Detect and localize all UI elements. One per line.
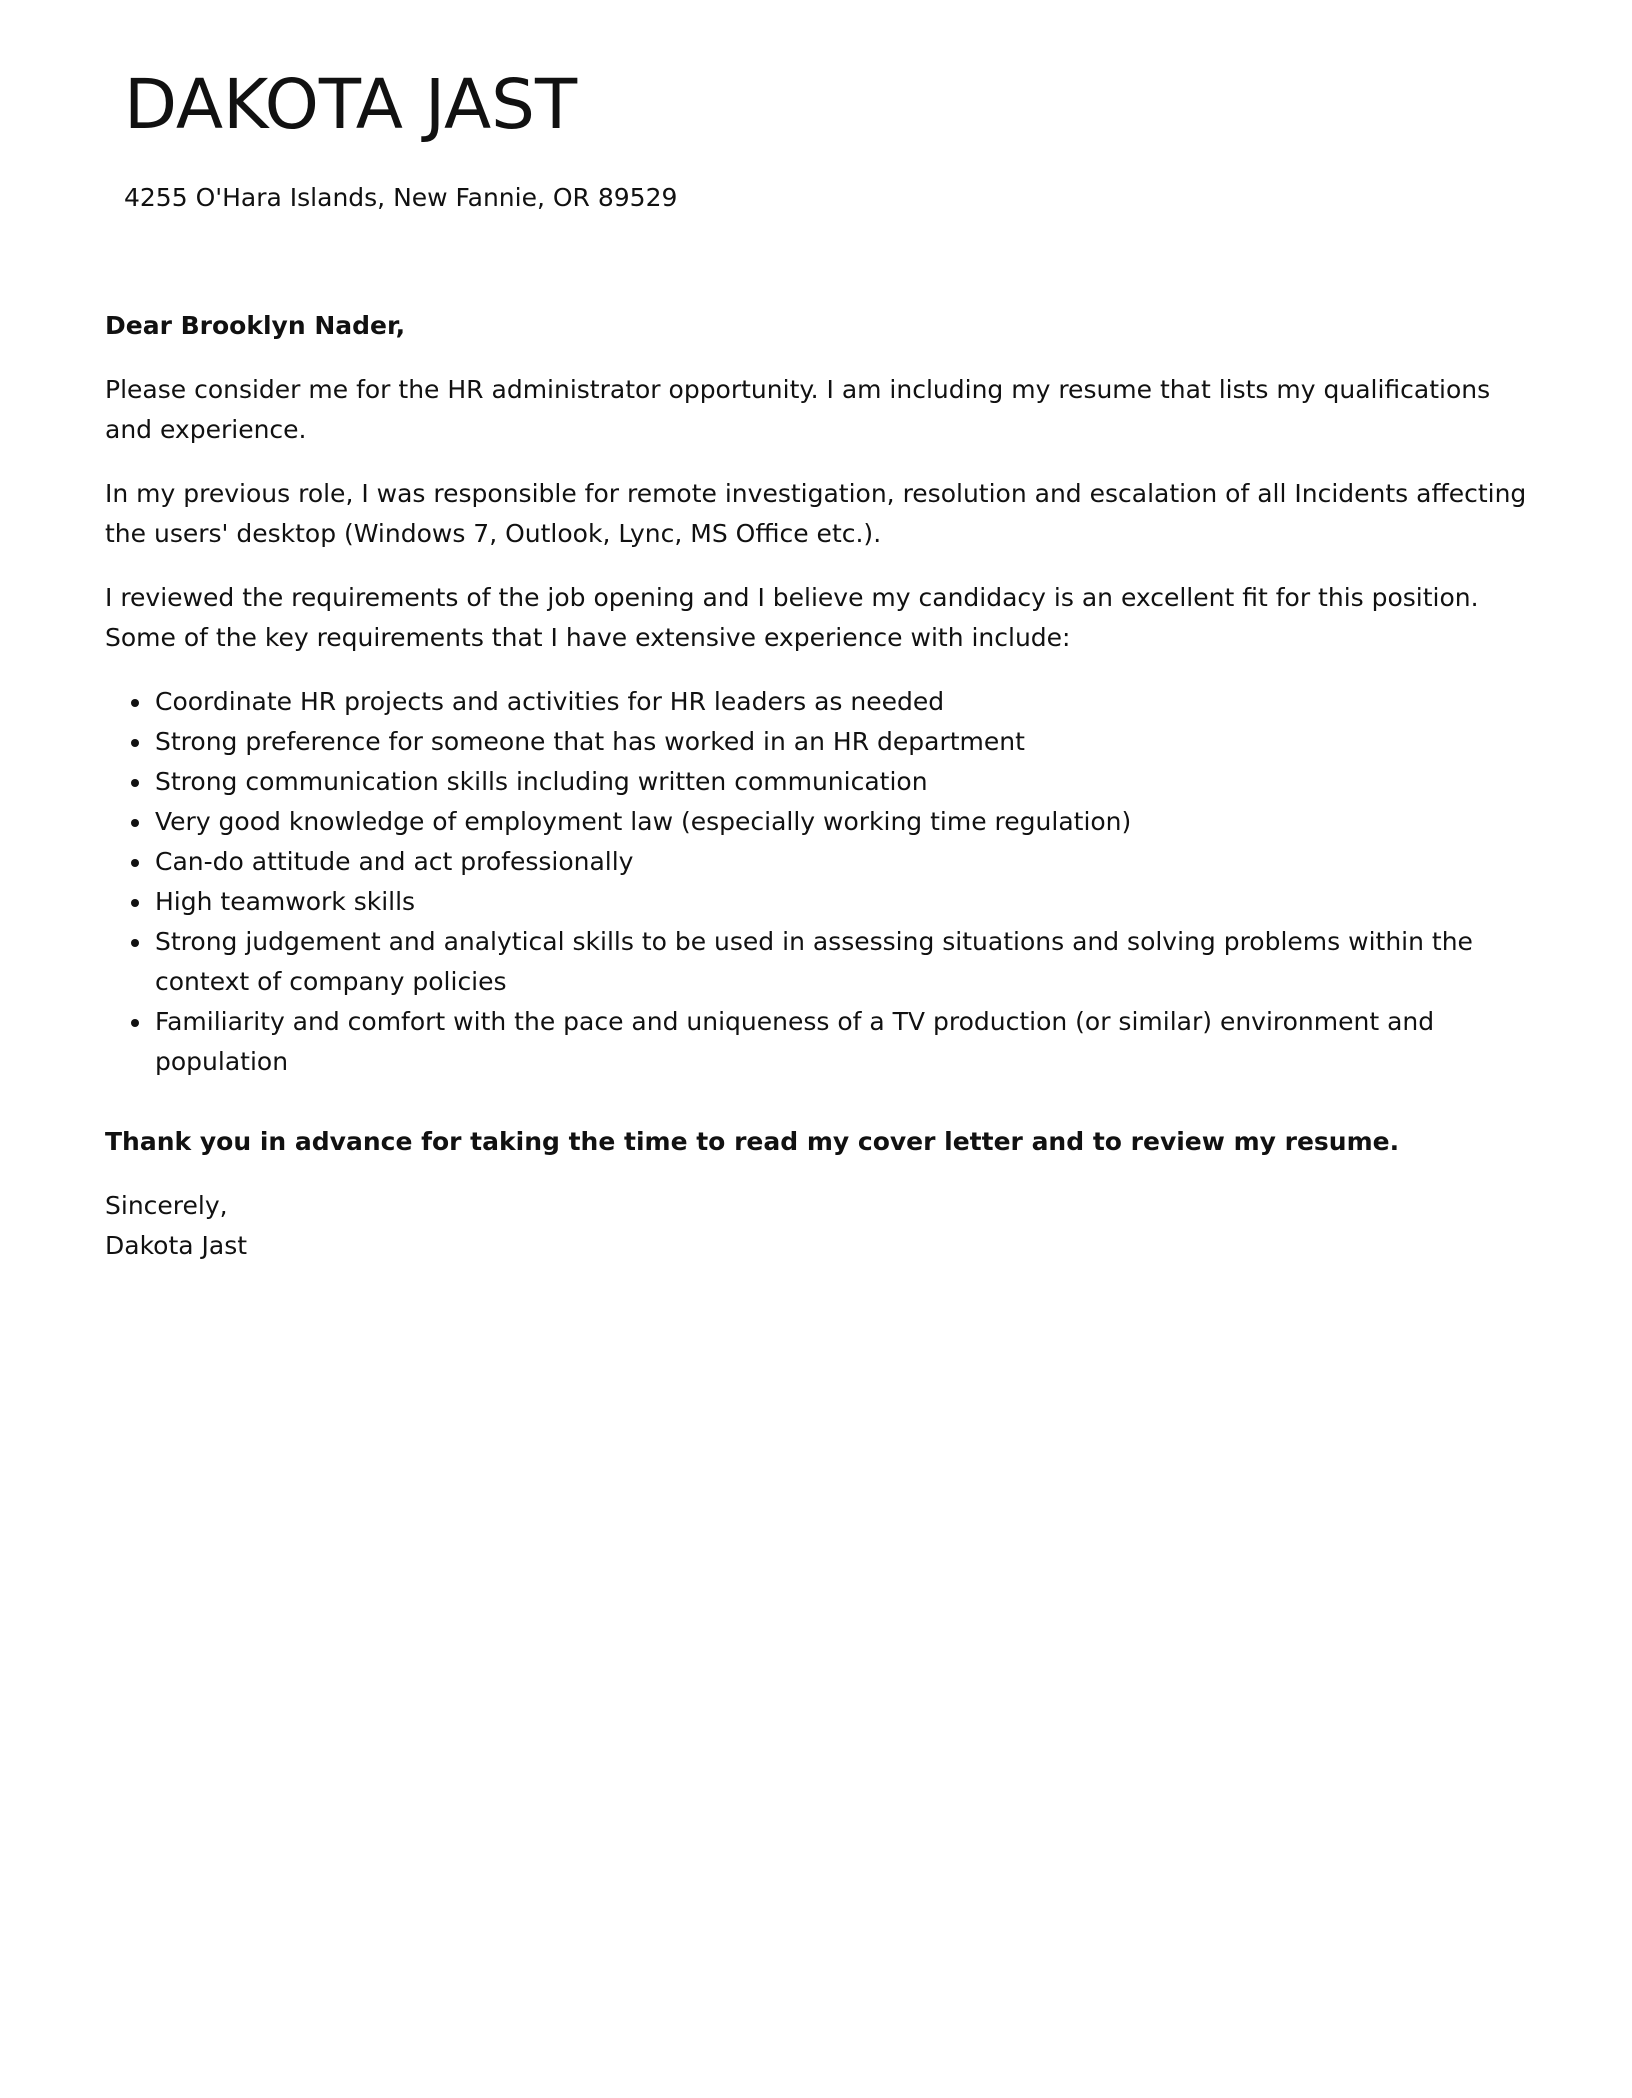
paragraph-intro: Please consider me for the HR administrator opportunity. I am including my resume that lists my qualifications and experience.	[105, 375, 1491, 444]
list-item: • Familiarity and comfort with the pace and uniqueness of a TV production (or similar) environment and population	[153, 1002, 1545, 1082]
letter-body	[105, 306, 1545, 1290]
list-item: • Strong communication skills including written communication	[153, 762, 1545, 802]
signoff: Sincerely,	[105, 1191, 228, 1220]
salutation: Dear Brooklyn Nader,	[105, 311, 406, 340]
applicant-name: DAKOTA JAST	[124, 65, 578, 145]
list-item: • High teamwork skills	[153, 882, 1545, 922]
paragraph-requirements-intro: I reviewed the requirements of the job opening and I believe my candidacy is an excellent fit for this position. Some of the key requirements that I have extensive experience with include:	[105, 583, 1479, 652]
list-item: • Very good knowledge of employment law (especially working time regulation)	[153, 802, 1545, 842]
list-item: • Can-do attitude and act professionally	[153, 842, 1545, 882]
list-item: • Coordinate HR projects and activities for HR leaders as needed	[153, 682, 1545, 722]
closing-line: Thank you in advance for taking the time to read my cover letter and to review my resume.	[105, 1127, 1400, 1156]
list-item: • Strong judgement and analytical skills to be used in assessing situations and solving problems within the context of company policies	[153, 922, 1545, 1002]
paragraph-previous-role: In my previous role, I was responsible for remote investigation, resolution and escalation of all Incidents affecting the users' desktop (Windows 7, Outlook, Lync, MS Office etc.).	[105, 479, 1527, 548]
list-item: • Strong preference for someone that has worked in an HR department	[153, 722, 1545, 762]
signature-name: Dakota Jast	[105, 1231, 248, 1260]
requirements-list	[105, 682, 1545, 1082]
signoff-block	[105, 1186, 1545, 1266]
applicant-address: 4255 O'Hara Islands, New Fannie, OR 89529	[124, 183, 678, 212]
